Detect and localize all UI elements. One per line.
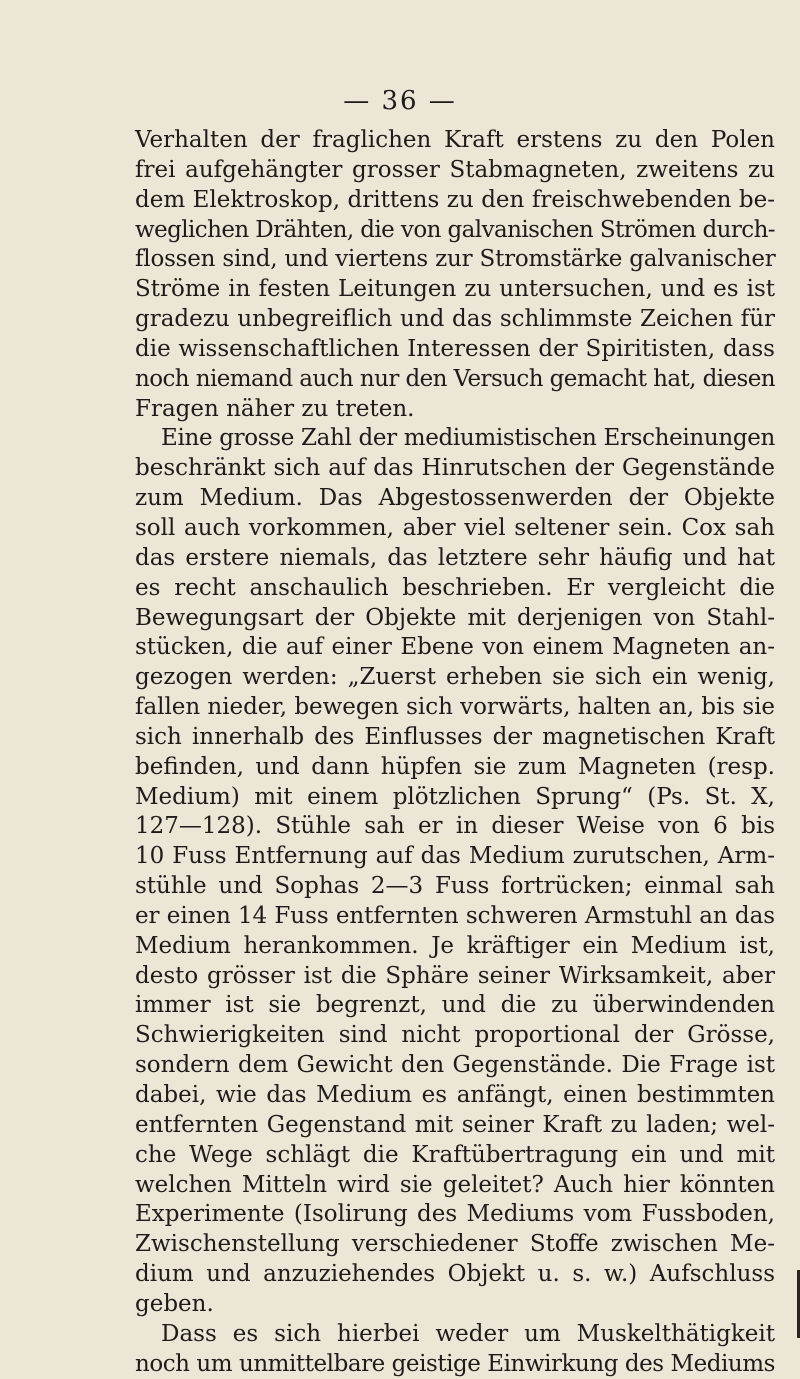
text-line: Experimente (Isolirung des Mediums vom Fussboden,: [135, 1201, 775, 1228]
body-text: [135, 126, 775, 1379]
text-line: Dass es sich hierbei weder um Muskelthätigkeit: [161, 1320, 775, 1347]
text-line: weglichen Drähten, die von galvanischen Strömen durch-: [135, 216, 775, 243]
text-line: dabei, wie das Medium es anfängt, einen bestimmten: [135, 1082, 775, 1108]
text-line: beschränkt sich auf das Hinrutschen der Gegenstände: [135, 455, 775, 482]
text-line: Verhalten der fraglichen Kraft erstens zu den Polen: [135, 127, 775, 153]
text-line: zum Medium. Das Abgestossenwerden der Objekte: [135, 485, 775, 512]
text-line: sich innerhalb des Einflusses der magnetischen Kraft: [135, 723, 775, 750]
text-line: gradezu unbegreiflich und das schlimmste Zeichen für: [135, 306, 775, 333]
page-number: — 36 —: [343, 86, 457, 116]
text-line: stühle und Sophas 2—3 Fuss fortrücken; einmal sah: [135, 873, 775, 900]
text-line: sondern dem Gewicht den Gegenstände. Die Frage ist: [135, 1052, 775, 1079]
text-line: Fragen näher zu treten.: [135, 395, 415, 422]
text-line: flossen sind, und viertens zur Stromstärke galvanischer: [135, 246, 776, 273]
text-line: noch niemand auch nur den Versuch gemacht hat, diesen: [135, 365, 776, 392]
text-line: 127—128). Stühle sah er in dieser Weise von 6 bis: [135, 813, 775, 840]
text-line: fallen nieder, bewegen sich vorwärts, halten an, bis sie: [135, 694, 775, 721]
text-line: geben.: [135, 1290, 214, 1317]
text-line: Medium herankommen. Je kräftiger ein Medium ist,: [135, 932, 775, 959]
text-line: dium und anzuziehendes Objekt u. s. w.) Aufschluss: [135, 1261, 775, 1288]
text-line: Zwischenstellung verschiedener Stoffe zwischen Me-: [135, 1231, 775, 1258]
text-line: desto grösser ist die Sphäre seiner Wirksamkeit, aber: [135, 962, 775, 989]
text-line: Bewegungsart der Objekte mit derjenigen von Stahl-: [135, 604, 775, 631]
text-line: soll auch vorkommen, aber viel seltener sein. Cox sah: [135, 514, 775, 541]
text-line: befinden, und dann hüpfen sie zum Magneten (resp.: [135, 753, 775, 780]
text-line: stücken, die auf einer Ebene von einem Magneten an-: [135, 634, 775, 661]
text-line: entfernten Gegenstand mit seiner Kraft zu laden; wel-: [135, 1111, 775, 1138]
text-line: Eine grosse Zahl der mediumistischen Erscheinungen: [161, 425, 775, 452]
text-line: welchen Mitteln wird sie geleitet? Auch hier könnten: [135, 1171, 775, 1198]
text-line: immer ist sie begrenzt, und die zu überwindenden: [135, 992, 775, 1019]
text-line: es recht anschaulich beschrieben. Er vergleicht die: [135, 574, 775, 601]
text-line: 10 Fuss Entfernung auf das Medium zurutschen, Arm-: [135, 843, 775, 870]
text-line: gezogen werden: „Zuerst erheben sie sich ein wenig,: [135, 664, 775, 691]
text-line: die wissenschaftlichen Interessen der Spiritisten, dass: [135, 335, 775, 362]
text-line: che Wege schlägt die Kraftübertragung ein und mit: [135, 1141, 775, 1168]
text-line: er einen 14 Fuss entfernten schweren Armstuhl an das: [135, 902, 775, 929]
text-line: noch um unmittelbare geistige Einwirkung des Mediums: [135, 1350, 775, 1377]
text-line: Ströme in festen Leitungen zu untersuchen, und es ist: [135, 276, 775, 303]
text-line: das erstere niemals, das letztere sehr häufig und hat: [135, 544, 775, 571]
text-line: Schwierigkeiten sind nicht proportional der Grösse,: [135, 1022, 775, 1049]
text-line: dem Elektroskop, drittens zu den freischwebenden be-: [135, 186, 775, 213]
text-line: Medium) mit einem plötzlichen Sprung“ (Ps. St. X,: [135, 783, 775, 810]
text-line: frei aufgehängter grosser Stabmagneten, zweitens zu: [135, 156, 775, 183]
